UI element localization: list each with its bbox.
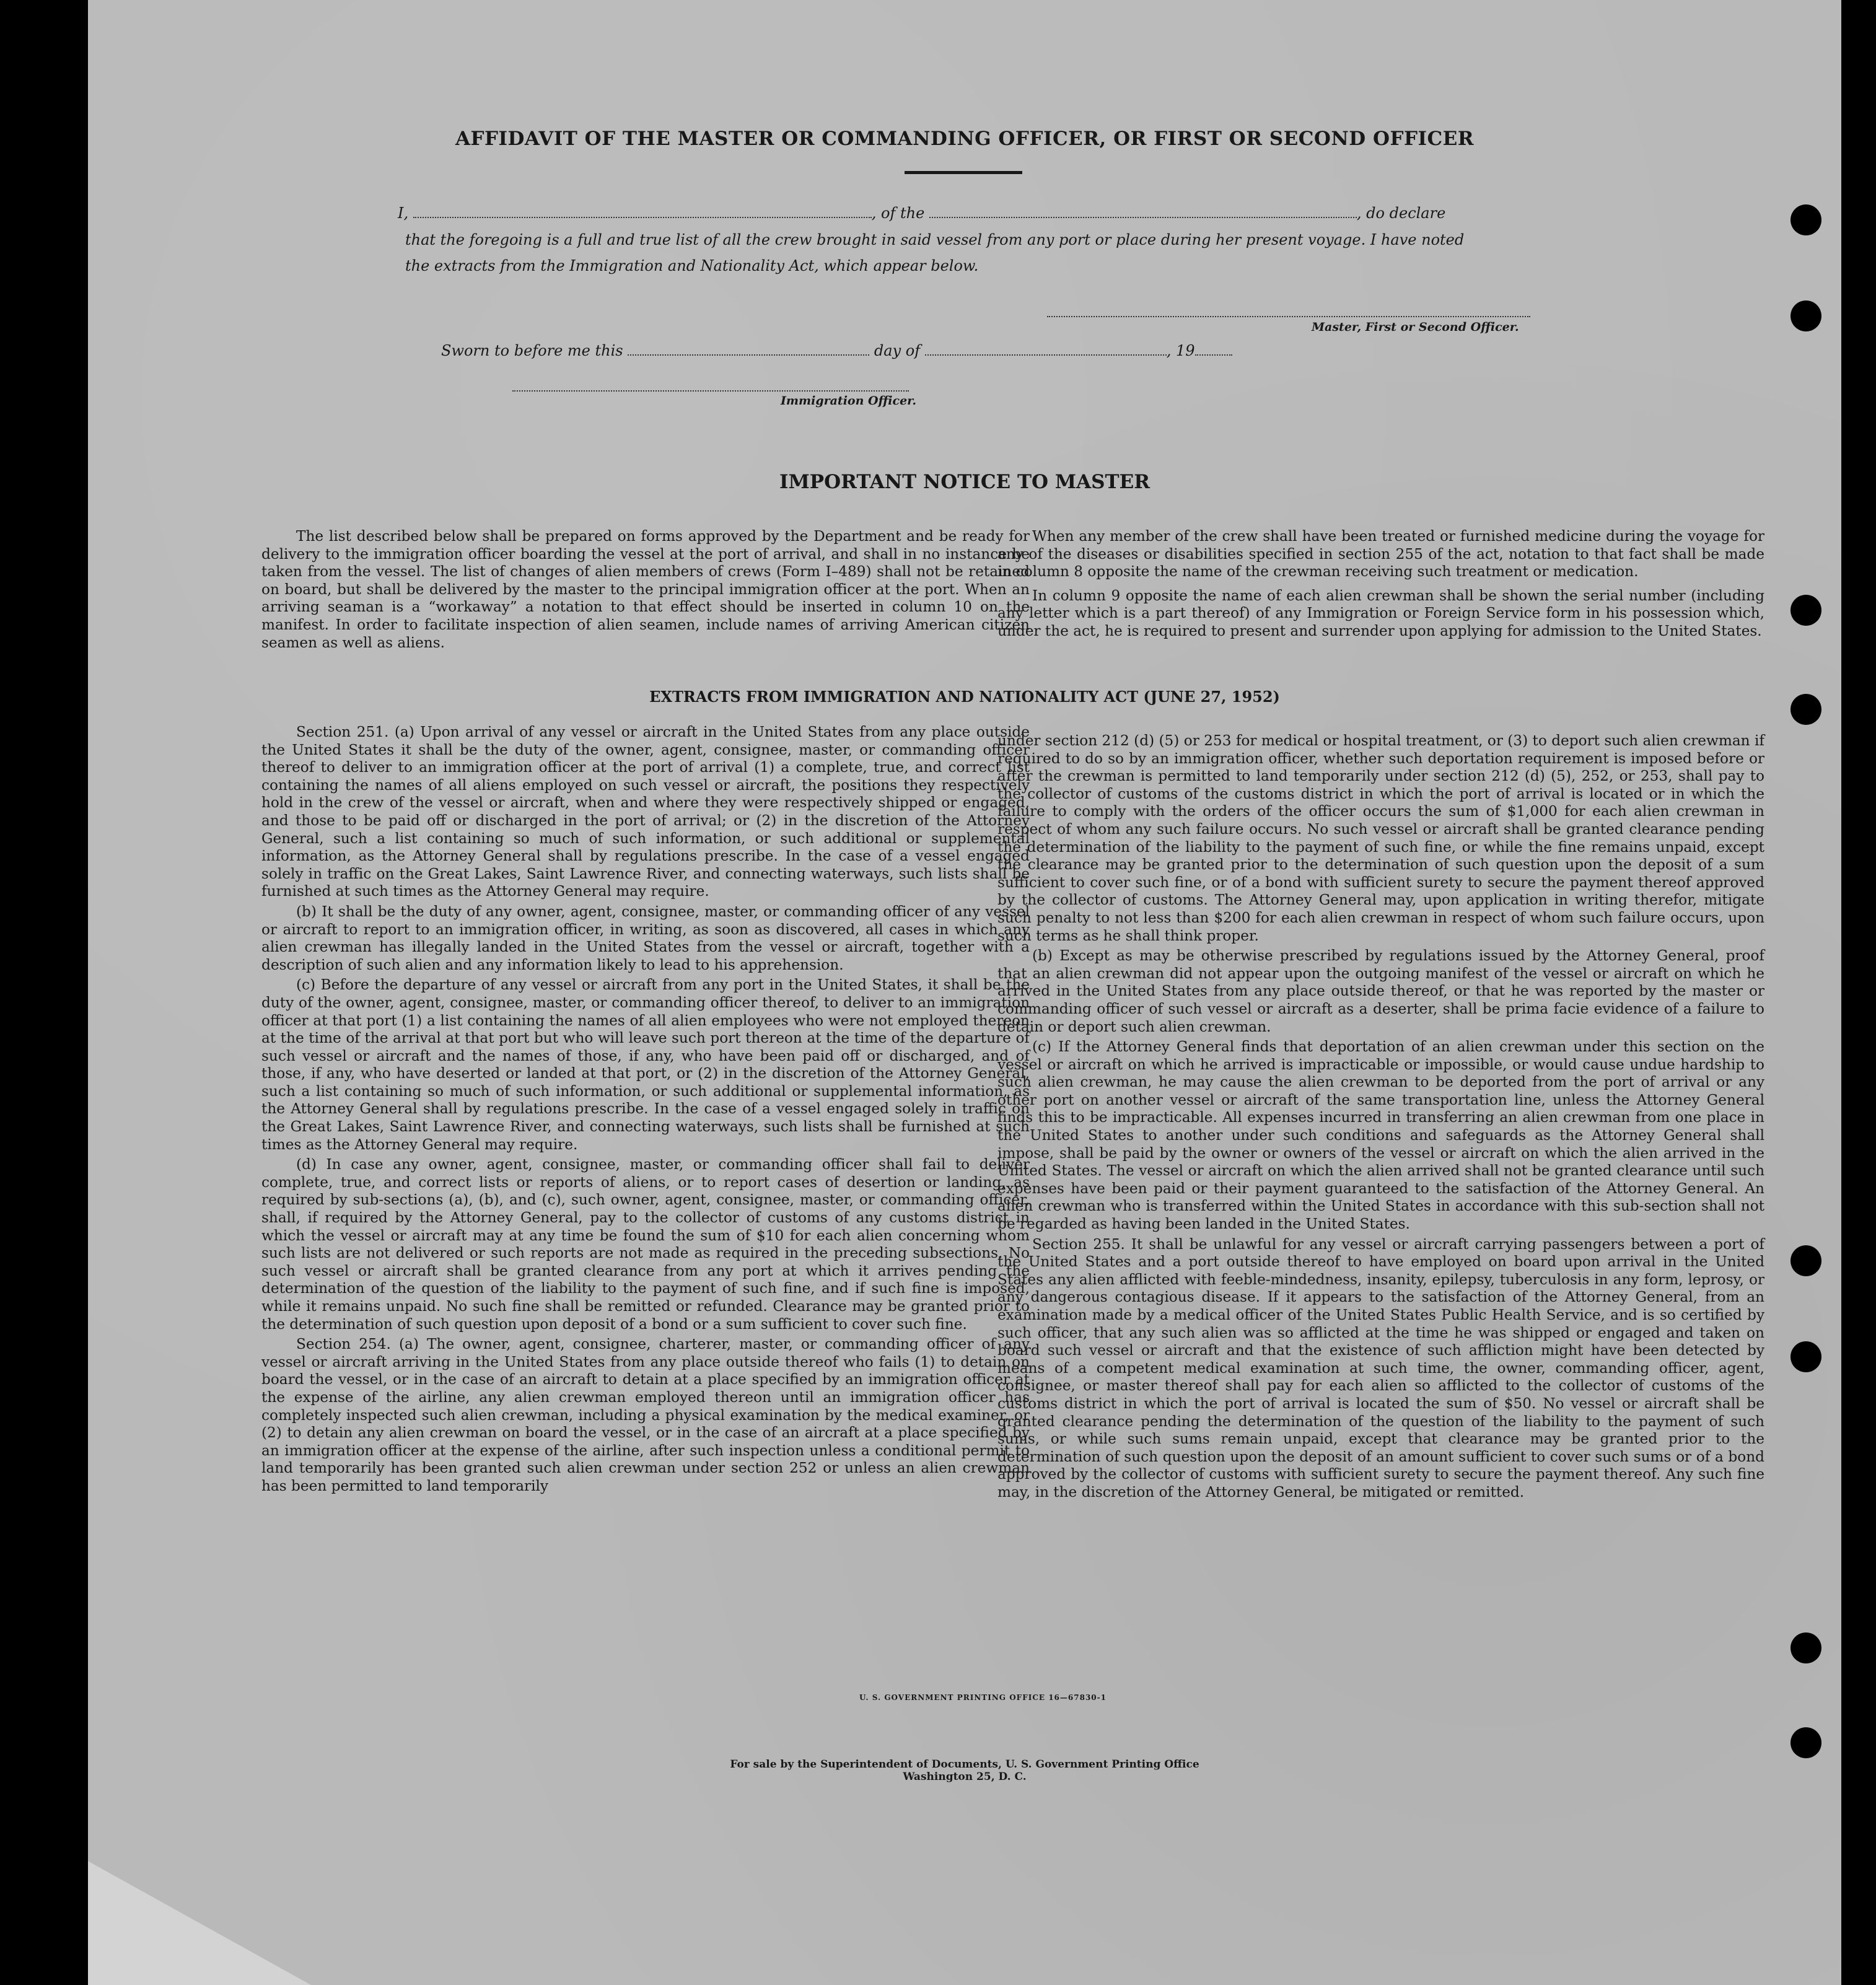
sworn-label: Sworn to before me this (441, 342, 623, 359)
immigration-officer-signature-line[interactable] (512, 390, 909, 392)
sale-line-2: Washington 25, D. C. (903, 1771, 1027, 1783)
section-254b: (b) Except as may be otherwise prescribed by regulations issued by the Attorney General, proof that an alien crewman did not appear upon the outgoing manifest of the vessel or aircraft on which he arrived in the United States from any place outside thereof, or that he was reported by the master or commanding officer of such vessel or aircraft as a deserter, shall be prima facie evidence of a failure to detain or deport such alien crewman. (997, 947, 1764, 1035)
title-underline (905, 171, 1022, 174)
sale-line-1: For sale by the Superintendent of Documents, U. S. Government Printing Office (730, 1758, 1199, 1771)
folded-corner (88, 1861, 311, 1985)
of-the-label: , of the (871, 204, 925, 222)
i-label: I, (398, 204, 409, 222)
notice-title: IMPORTANT NOTICE TO MASTER (779, 471, 1151, 493)
sale-notice (88, 1758, 1841, 1783)
notice-right-paragraph-1: When any member of the crew shall have been treated or furnished medicine during the voyage for any of the diseases or disabilities specified in section 255 of the act, notation to that fact shall be made in column 8 opposite the name of the crewman receiving such treatment or medication. (997, 528, 1764, 581)
notice-left-paragraph: The list described below shall be prepared on forms approved by the Department and be ready for delivery to the immigration officer boarding the vessel at the port of arrival, and shall in no instance be taken from the vessel. The list of changes of alien members of crews (Form I–489) shall not be retained on board, but shall be delivered by the master to the principal immigration officer at the port. When an arriving seaman is a “workaway” a notation to that effect should be inserted in column 10 on the manifest. In order to facilitate inspection of alien seamen, include names of arriving American citizen seamen as well as aliens. (261, 528, 1030, 651)
name-field[interactable] (413, 206, 872, 218)
notice-right-column (997, 528, 1764, 643)
punch-hole (1791, 1245, 1821, 1276)
section-255: Section 255. It shall be unlawful for any vessel or aircraft carrying passengers between a port of the United States and a port outside thereof to have employed on board upon arrival in the United States any alien afflicted with feeble-mindedness, insanity, epilepsy, tuberculosis in any form, leprosy, or any dangerous contagious disease. If it appears to the satisfaction of the Attorney General, from an examination made by a medical officer of the United States Public Health Service, and is so certified by such officer, that any such alien was so afflicted at the time he was shipped or engaged and taken on board such vessel or aircraft and that the existence of such affliction might have been detected by means of a competent medical examination at such time, the owner, commanding officer, agent, consignee, or master thereof shall pay for each alien so afflicted to the collector of customs of the customs district in which the port of arrival is located the sum of $50. No vessel or aircraft shall be granted clearance pending the determination of the question of the liability to the payment of such sums, or while such sums remain unpaid, except that clearance may be granted prior to the determination of such question upon the deposit of an amount sufficient to cover such sums or of a bond approved by the collector of customs with sufficient surety to secure the payment thereof. Any such fine may, in the discretion of the Attorney General, be mitigated or remitted. (997, 1235, 1764, 1501)
printing-office-line: U. S. GOVERNMENT PRINTING OFFICE 16—67830-1 (859, 1693, 1107, 1702)
section-254a-continued: under section 212 (d) (5) or 253 for medical or hospital treatment, or (3) to deport such alien crewman if required to do so by an immigration officer, whether such deportation requirement is imposed before or after the crewman is permitted to land temporarily under section 212 (d) (5), 252, or 253, shall pay to the collector of customs of the customs district in which the port of arrival is located or in which the failure to comply with the orders of the officer occurs the sum of $1,000 for each alien crewman in respect of whom any such failure occurs. No such vessel or aircraft shall be granted clearance pending the determination of the liability to the payment of such fine, or while the fine remains unpaid, except the clearance may be granted prior to the determination of such question upon the deposit of a sum sufficient to cover such fine, or of a bond with sufficient surety to secure the payment thereof approved by the collector of customs. The Attorney General may, upon application in writing therefor, mitigate such penalty to not less than $200 for each alien crewman in respect of whom such failure occurs, upon such terms as he shall think proper. (997, 732, 1764, 944)
extracts-right-column (997, 732, 1764, 1504)
immigration-officer-caption: Immigration Officer. (781, 394, 917, 408)
sworn-month-field[interactable] (925, 343, 1167, 356)
section-251c: (c) Before the departure of any vessel or aircraft from any port in the United States, it shall be the duty of the owner, agent, consignee, master, or commanding officer thereof, to deliver to an immigration officer at that port (1) a list containing the names of all alien employees who were not employed thereon at the time of the arrival at that port but who will leave such port thereon at the time of the departure of such vessel or aircraft and the names of those, if any, who have been paid off or discharged, and of those, if any, who have deserted or landed at that port, or (2) in the discretion of the Attorney General, such a list containing so much of such information, or such additional or supplemental information, as the Attorney General shall by regulations prescribe. In the case of a vessel engaged solely in traffic on the Great Lakes, Saint Lawrence River, and connecting waterways, such lists shall be furnished at such times as the Attorney General may require. (261, 976, 1030, 1153)
master-caption: Master, First or Second Officer. (1312, 320, 1519, 334)
section-254a: Section 254. (a) The owner, agent, consignee, charterer, master, or commanding officer of any vessel or aircraft arriving in the United States from any place outside thereof who fails (1) to detain on board the vessel, or in the case of an aircraft to detain at a place specified by an immigration officer at the expense of the airline, any alien crewman employed thereon until an immigration officer has completely inspected such alien crewman, including a physical examination by the medical examiner, or (2) to detain any alien crewman on board the vessel, or in the case of an aircraft at a place specified by an immigration officer at the expense of the airline, after such inspection unless a conditional permit to land temporarily has been granted such alien crewman under section 252 or unless an alien crewman has been permitted to land temporarily (261, 1336, 1030, 1494)
section-251a: Section 251. (a) Upon arrival of any vessel or aircraft in the United States from any place outside the United States it shall be the duty of the owner, agent, consignee, master, or commanding officer thereof to deliver to an immigration officer at the port of arrival (1) a complete, true, and correct list containing the names of all aliens employed on such vessel or aircraft, the positions they respectively hold in the crew of the vessel or aircraft, when and where they were respectively shipped or engaged, and those to be paid off or discharged in the port of arrival; or (2) in the discretion of the Attorney General, such a list containing so much of such information, or such additional or supplemental information, as the Attorney General shall by regulations prescribe. In the case of a vessel engaged solely in traffic on the Great Lakes, Saint Lawrence River, and connecting waterways, such lists shall be furnished at such times as the Attorney General may require. (261, 724, 1030, 900)
declaration-line (398, 204, 1445, 222)
year-label: , 19 (1166, 342, 1195, 359)
extracts-left-column (261, 724, 1030, 1498)
punch-hole (1791, 595, 1821, 626)
punch-hole (1791, 1727, 1821, 1758)
section-254c: (c) If the Attorney General finds that deportation of an alien crewman under this section on the vessel or aircraft on which he arrived is impracticable or impossible, or would cause undue hardship to such alien crewman, he may cause the alien crewman to be deported from the port of arrival or any other port on another vessel or aircraft of the same transportation line, unless the Attorney General finds this to be impracticable. All expenses incurred in transferring an alien crewman from one place in the United States to another under such conditions and safeguards as the Attorney General shall impose, shall be paid by the owner or owners of the vessel or aircraft on which the alien arrived in the United States. The vessel or aircraft on which the alien arrived shall not be granted clearance until such expenses have been paid or their payment guaranteed to the satisfaction of the Attorney General. An alien crewman who is transferred within the United States in accordance with this sub-section shall not be regarded as having been landed in the United States. (997, 1038, 1764, 1233)
notice-left-column (261, 528, 1030, 654)
extracts-title: EXTRACTS FROM IMMIGRATION AND NATIONALITY ACT (JUNE 27, 1952) (649, 688, 1280, 706)
punch-hole (1791, 300, 1821, 331)
master-signature-line[interactable] (1047, 316, 1530, 317)
affidavit-title: AFFIDAVIT OF THE MASTER OR COMMANDING OFFICER, OR FIRST OR SECOND OFFICER (455, 128, 1475, 150)
statement-line-2: the extracts from the Immigration and Nationality Act, which appear below. (405, 257, 979, 274)
sworn-day-field[interactable] (628, 343, 869, 356)
sworn-year-field[interactable] (1195, 343, 1232, 356)
day-of-label: day of (874, 342, 921, 359)
punch-hole (1791, 694, 1821, 725)
vessel-field[interactable] (929, 206, 1357, 218)
punch-hole (1791, 204, 1821, 235)
punch-hole (1791, 1341, 1821, 1372)
section-251d: (d) In case any owner, agent, consignee, master, or commanding officer shall fail to deliver complete, true, and correct lists or reports of aliens, or to report cases of desertion or landing, as required by sub-sections (a), (b), and (c), such owner, agent, consignee, master, or commanding officer, shall, if required by the Attorney General, pay to the collector of customs of any customs district in which the vessel or aircraft may at any time be found the sum of $10 for each alien concerning whom such lists are not delivered or such reports are not made as required in the preceding subsections. No such vessel or aircraft shall be granted clearance from any port at which it arrives pending the determination of the question of the liability to the payment of such fine, and if such fine is imposed, while it remains unpaid. No such fine shall be remitted or refunded. Clearance may be granted prior to the determination of such question upon deposit of a bond or a sum sufficient to cover such fine. (261, 1156, 1030, 1333)
notice-right-paragraph-2: In column 9 opposite the name of each alien crewman shall be shown the serial number (including any letter which is a part thereof) of any Immigration or Foreign Service form in his possession which, under the act, he is required to present and surrender upon applying for admission to the United States. (997, 587, 1764, 639)
punch-hole (1791, 1632, 1821, 1663)
section-251b: (b) It shall be the duty of any owner, agent, consignee, master, or commanding officer of any vessel or aircraft to report to an immigration officer, in writing, as soon as discovered, all cases in which any alien crewman has illegally landed in the United States from the vessel or aircraft, together with a description of such alien and any information likely to lead to his apprehension. (261, 903, 1030, 973)
document-page (88, 0, 1841, 1985)
sworn-line (441, 342, 1232, 359)
do-declare-label: , do declare (1356, 204, 1446, 222)
statement-line-1: that the foregoing is a full and true list of all the crew brought in said vessel from any port or place during her present voyage. I have noted (405, 231, 1465, 248)
